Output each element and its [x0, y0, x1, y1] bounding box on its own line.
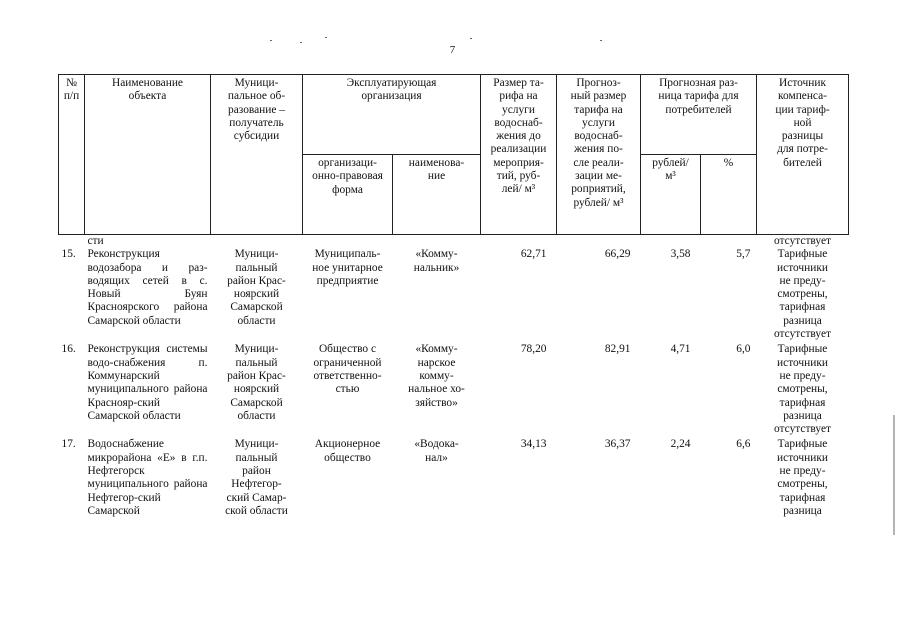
- header-operator-form: организаци- онно-правовая форма: [303, 155, 393, 235]
- row-diff-rub: 3,58: [670, 248, 691, 261]
- scan-speck: [270, 40, 272, 41]
- row-object: Реконструкция водозабора и раз-водящих сетей в с. Новый Буян Красноярского района Самарской области: [87, 248, 208, 327]
- row-diff-rub: 4,71: [670, 343, 691, 356]
- row-tariff: 34,13: [520, 438, 547, 451]
- row-source: Тарифные источники не преду- смотрены, тарифная разница: [777, 438, 828, 517]
- header-forecast-diff: Прогнозная раз- ница тарифа для потребителей: [641, 75, 757, 155]
- row-num: 15.: [61, 248, 76, 261]
- header-source: Источник компенса- ции тариф- ной разницы для потре- бителей: [757, 75, 849, 235]
- header-municipality: Муници- пальное об- разование – получатель субсидии: [211, 75, 303, 235]
- scan-speck: [300, 42, 302, 43]
- scan-speck: [470, 38, 472, 39]
- row-municipality: Муници- пальный район Крас- ноярский Самарской области: [227, 343, 286, 422]
- row-diff-rub: 2,24: [670, 438, 691, 451]
- row-tariff: 78,20: [520, 343, 547, 356]
- row-num: 16.: [61, 343, 76, 356]
- page-number: 7: [449, 44, 456, 56]
- header-diff-pct: %: [701, 155, 757, 235]
- row-diff-pct: 6,6: [736, 438, 751, 451]
- row-municipality: Муници- пальный район Крас- ноярский Самарской области: [227, 248, 286, 327]
- header-num: № п/п: [59, 75, 85, 235]
- row-municipality: Муници- пальный район Нефтегор- ский Самар- ской области: [225, 438, 288, 517]
- row-forecast-tariff: 82,91: [604, 343, 631, 356]
- row-operator-form: Муниципаль- ное унитарное предприятие: [312, 248, 383, 287]
- header-operator-name: наименова- ние: [393, 155, 481, 235]
- row-operator-name: «Комму- нарское комму- нальное хо- зяйство»: [408, 343, 465, 409]
- continuation-row: [59, 235, 849, 249]
- continuation-source: отсутствует: [774, 235, 831, 247]
- row-operator-form: Общество с ограниченной ответственно- стью: [313, 343, 382, 396]
- scan-speck: [600, 40, 602, 41]
- table-row: [59, 343, 849, 438]
- header-tariff: Размер та- рифа на услуги водоснаб- жения до реализации мероприя- тий, руб- лей/ м³: [481, 75, 557, 235]
- row-diff-pct: 6,0: [736, 343, 751, 356]
- row-source: Тарифные источники не преду- смотрены, тарифная разница отсутствует: [774, 248, 831, 341]
- table-row: [59, 248, 849, 343]
- row-num: 17.: [61, 438, 76, 451]
- row-forecast-tariff: 36,37: [604, 438, 631, 451]
- scan-edge-mark: [893, 415, 895, 535]
- row-tariff: 62,71: [520, 248, 547, 261]
- continuation-object: сти: [87, 235, 104, 247]
- table-row: [59, 438, 849, 520]
- row-operator-name: «Водока- нал»: [414, 438, 459, 464]
- header-object: Наименование объекта: [85, 75, 211, 235]
- header-diff-rub: рублей/ м³: [641, 155, 701, 235]
- row-operator-name: «Комму- нальник»: [413, 248, 460, 274]
- row-forecast-tariff: 66,29: [604, 248, 631, 261]
- row-object: Реконструкция системы водо-снабжения п. Коммунарский муниципального района Краснояр-ский Самарской области: [87, 343, 208, 422]
- row-operator-form: Акционерное общество: [314, 438, 381, 464]
- header-forecast-tariff: Прогноз- ный размер тарифа на услуги водоснаб- жения по- сле реали- зации ме- роприятий, рублей/ м³: [557, 75, 641, 235]
- tariff-table: [58, 74, 849, 520]
- scan-speck: [325, 37, 327, 38]
- row-object: Водоснабжение микрорайона «Е» в г.п. Нефтегорск муниципального района Нефтегор-ский Самарской: [87, 438, 208, 517]
- row-diff-pct: 5,7: [736, 248, 751, 261]
- row-source: Тарифные источники не преду- смотрены, тарифная разница отсутствует: [774, 343, 831, 436]
- header-operator: Эксплуатирующая организация: [303, 75, 481, 155]
